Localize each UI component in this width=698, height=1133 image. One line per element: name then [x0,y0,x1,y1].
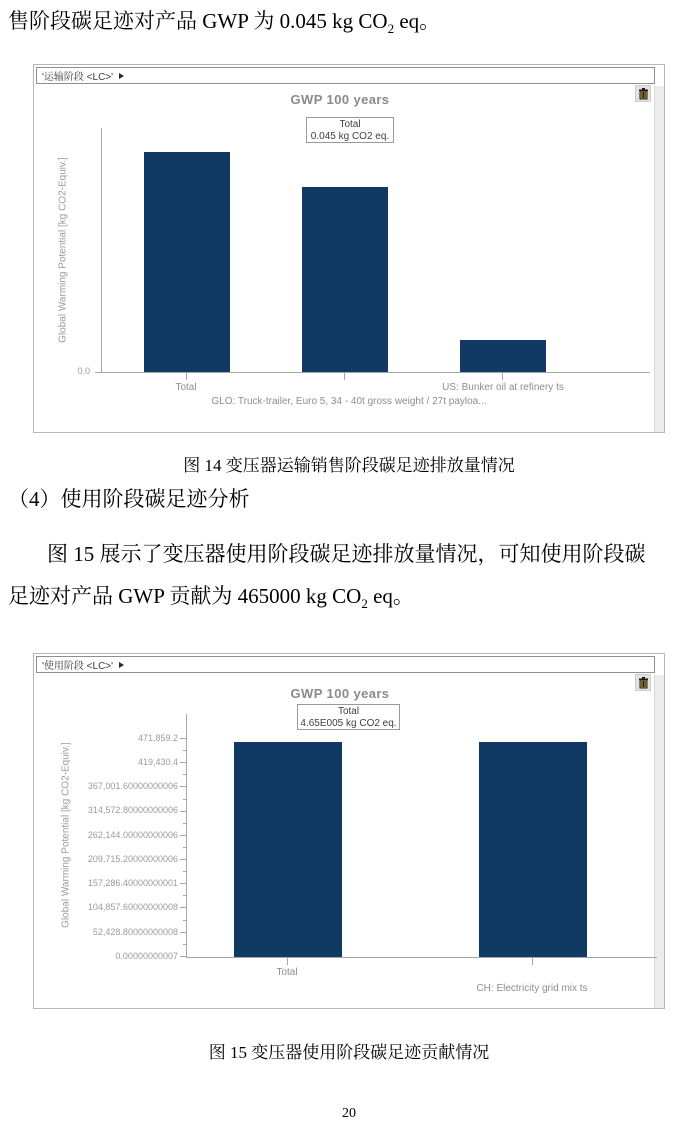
figure15-chart-panel [33,653,665,1009]
para2-tail: eq。 [367,584,414,608]
figure15-caption: 图 15 变压器使用阶段碳足迹贡献情况 [208,1043,490,1062]
chart1-title: GWP 100 years [290,92,390,107]
chart2-ytick-1: 419,430.4 [137,757,178,767]
chart2-ytick-6: 157,286.40000000001 [87,878,178,888]
chart2-ytick-0: 471,859.2 [137,733,178,743]
chart2-title: GWP 100 years [290,686,390,701]
chart2-bar-total[interactable] [234,742,342,957]
chart1-bar-truck-trailer[interactable] [302,187,388,372]
figure14-caption: 图 14 变压器运输销售阶段碳足迹排放量情况 [183,456,515,475]
chart2-ytick-8: 52,428.80000000008 [92,927,178,937]
chart1-bar-total[interactable] [144,152,230,372]
chart2-ytick-7: 104,857.60000000008 [87,902,178,912]
chart1-xtick [186,373,187,380]
chart1-tab-label: '运输阶段 <LC>' [42,72,114,83]
chart2-tab-label: '使用阶段 <LC>' [42,661,114,672]
chart2-xtick [287,958,288,965]
chart1-xlabel-total: Total [175,382,197,393]
intro-paragraph [8,8,440,42]
co2-subscript: 2 [387,21,395,37]
chart2-total-value: 4.65E005 kg CO2 eq. [300,717,397,729]
section-heading: （4）使用阶段碳足迹分析 [8,487,250,511]
co2-subscript: 2 [361,596,368,612]
chart1-xtick [344,373,345,380]
chart1-xtick [502,373,503,380]
chart2-xlabel-electricity: CH: Electricity grid mix ts [476,983,588,994]
chart2-ytick-9: 0.00000000007 [115,951,178,961]
chart2-xlabel-total: Total [276,967,298,978]
para2-text: 足迹对产品 GWP 贡献为 465000 kg CO [8,584,362,608]
chevron-right-icon [119,73,124,79]
use-stage-paragraph-line2 [8,583,414,617]
page-number: 20 [342,1106,356,1121]
chart2-xtick [532,958,533,965]
chart1-ytick-0: 0.0 [77,366,90,376]
chart2-ytick-5: 209,715.20000000006 [87,854,178,864]
chevron-right-icon [119,662,124,668]
chart1-plot-area [101,128,650,373]
chart1-scrollbar-track [654,86,664,432]
intro-tail: eq。 [394,9,441,33]
chart2-ytick-2: 367,001.60000000006 [87,781,178,791]
chart2-ytick-3: 314,572.80000000006 [87,805,178,815]
figure14-chart-panel [33,64,665,433]
chart1-total-value: 0.045 kg CO2 eq. [310,130,390,142]
chart1-xlabel-truck-trailer: GLO: Truck-trailer, Euro 5, 34 - 40t gross weight / 27t payloa... [211,396,487,407]
intro-text: 售阶段碳足迹对产品 GWP 为 0.045 kg CO [8,9,388,33]
use-stage-paragraph-line1: 图 15 展示了变压器使用阶段碳足迹排放量情况，可知使用阶段碳 [47,542,646,566]
chart2-tab-bar[interactable] [36,656,655,673]
chart2-y-axis-label: Global Warming Potential [kg CO2-Equiv.] [60,742,72,928]
chart1-tab-bar[interactable] [36,67,655,84]
chart2-plot-area [186,714,657,958]
chart2-bar-electricity[interactable] [479,742,587,957]
chart1-y-axis-label: Global Warming Potential [kg CO2-Equiv.] [57,157,69,343]
chart2-total-label: Total [337,706,360,717]
chart1-bar-bunker-oil[interactable] [460,340,546,372]
chart2-ytick-4: 262,144.00000000006 [87,830,178,840]
chart1-xlabel-bunker-oil: US: Bunker oil at refinery ts [442,382,564,393]
chart1-total-label: Total [339,119,361,130]
